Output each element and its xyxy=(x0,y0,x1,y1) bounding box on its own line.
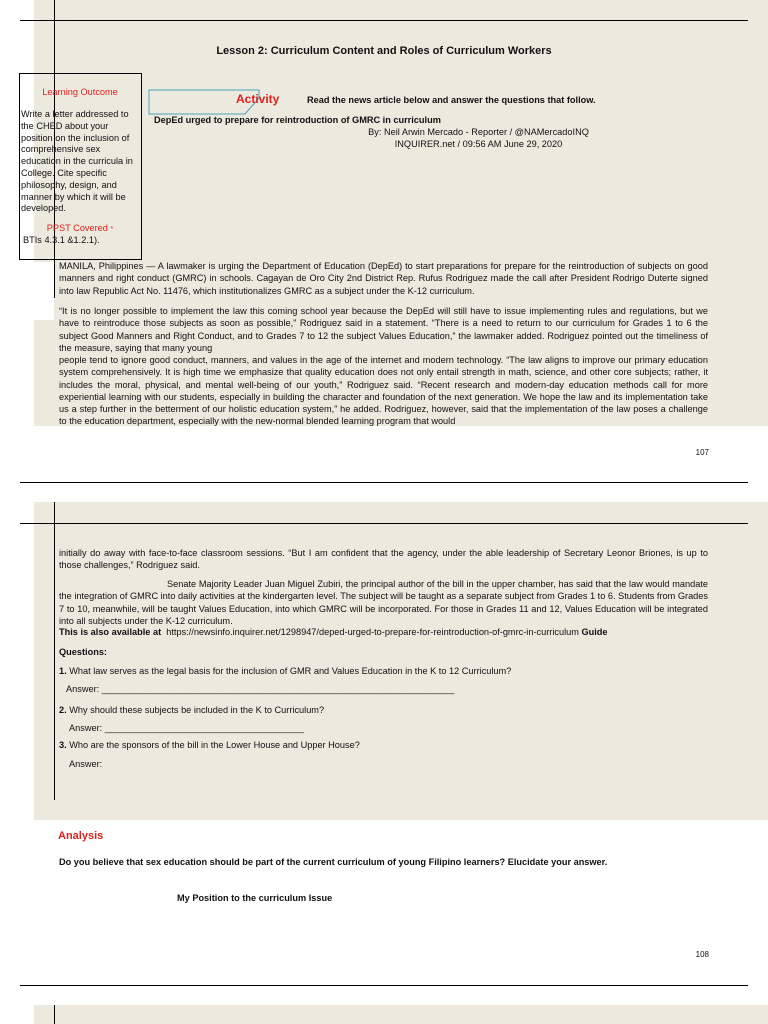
article-paragraph-2b: people tend to ignore good conduct, manners, and values in the age of the internet and modern technology. “The law aligns to improve our primary education system comprehensively. It is high time we emphasize that quality education does not only entail strength in math, science, and other core subjects; rather, it includes the moral, physical, and mental well-being of our youth,” Rodriguez said. “Recent research and modern-day education methods call for more experiential learning with our students, especially in building the character and foundation of the next generation. We hope the law and its implementation take us a step further in the betterment of our holistic education system,” he added. Rodriguez, however, said that the implementation of the law poses a challenge to the education department, especially with the new-normal blended learning program that would xyxy=(59,355,708,427)
question-text: Who are the sponsors of the bill in the Lower House and Upper House? xyxy=(69,740,360,750)
page-number-108: 108 xyxy=(695,950,709,959)
article-paragraph-1: MANILA, Philippines — A lawmaker is urging the Department of Education (DepEd) to start preparations for prepare for the reintroduction of subjects on good manners and right conduct (GMRC) in schools. Cagayan de Oro City 2nd District Rep. Rufus Rodriguez made the call after President Rodrigo Duterte signed into law Republic Act No. 11476, which institutionalizes GMRC as a subject under the K-12 curriculum. xyxy=(59,261,708,296)
page1-bottom-rule xyxy=(20,482,748,483)
activity-instruction: Read the news article below and answer the questions that follow. xyxy=(307,95,596,105)
question-text: Why should these subjects be included in the K to Curriculum? xyxy=(69,705,325,715)
ppst-heading xyxy=(20,223,140,233)
ppst-text: BTIs 4.3.1 &1.2.1). xyxy=(23,235,100,245)
activity-label: Activity xyxy=(236,92,280,106)
article-dateline: INQUIRER.net / 09:56 AM June 29, 2020 xyxy=(394,139,563,149)
questions-heading: Questions: xyxy=(59,647,107,657)
page2-bottom-rule xyxy=(20,985,748,986)
question-number: 3. xyxy=(59,740,67,750)
ppst-heading-label: PPST Covered xyxy=(46,223,108,233)
page1-top-rule xyxy=(20,20,748,21)
answer-line-3[interactable]: Answer: xyxy=(69,759,103,769)
question-2 xyxy=(59,705,324,715)
analysis-question: Do you believe that sex education should be part of the current curriculum of young Filipino learners? Elucidate your answer. xyxy=(59,857,608,867)
page2-left-rule xyxy=(54,502,55,800)
page2-top-rule xyxy=(20,523,748,524)
learning-outcome-text: Write a letter addressed to the CHED about your position on the inclusion of comprehensive sex education in the curricula in College. Cite specific philosophy, design, and manner by which it will be developed. xyxy=(21,109,133,214)
question-number: 2. xyxy=(59,705,67,715)
position-title: My Position to the curriculum Issue xyxy=(177,893,333,903)
article-paragraph-2a: “It is no longer possible to implement the law this coming school year because the DepEd will still have to issue implementing rules and regulations, but we have to reintroduce those subjects as soon as possible,” Rodriguez said in a statement. “There is a need to return to our curriculum for Grades 1 to 6 the subject Good Manners and Right Conduct, and to Grades 7 to 12 the subject Values Education,” the lawmaker added. Rodriguez pointed out the timeliness of the measure, saying that many young xyxy=(59,306,708,353)
article-paragraph-senate: Senate Majority Leader Juan Miguel Zubiri, the principal author of the bill in the upper chamber, has said that the law would mandate the integration of GMRC into daily activities at the kindergarten level. The subject will be taught as a separate subject from Grades 1 to 6. Students from Grades 7 to 10, meanwhile, will be taught Values Education, into which GMRC will be incorporated. For those in Grades 11 and 12, Values Education will be integrated into all subjects under the K-12 curriculum. xyxy=(59,579,708,626)
lesson-title: Lesson 2: Curriculum Content and Roles of Curriculum Workers xyxy=(216,45,552,57)
question-3 xyxy=(59,740,360,750)
question-1 xyxy=(59,666,511,676)
available-at-line xyxy=(59,627,749,637)
article-byline: By: Neil Arwin Mercado - Reporter / @NAMercadoINQ xyxy=(368,127,589,137)
answer-line-1[interactable]: Answer: _____________________________________________________________________ xyxy=(66,684,455,694)
page3-left-rule xyxy=(54,1005,55,1024)
ppst-star: * xyxy=(110,226,114,233)
analysis-heading: Analysis xyxy=(58,830,104,842)
available-url[interactable]: https://newsinfo.inquirer.net/1298947/deped-urged-to-prepare-for-reintroduction-of-gmrc-in-curriculum xyxy=(166,627,579,637)
available-suffix: Guide xyxy=(581,627,608,637)
article-headline: DepEd urged to prepare for reintroduction of GMRC in curriculum xyxy=(154,115,441,125)
article-paragraph-continued: initially do away with face-to-face classroom sessions. “But I am confident that the agency, under the able leadership of Secretary Leonor Briones, is up to those challenges,” Rodriguez said. xyxy=(59,548,708,571)
question-number: 1. xyxy=(59,666,67,676)
page-number-107: 107 xyxy=(695,448,709,457)
page3-band xyxy=(34,1005,768,1024)
question-text: What law serves as the legal basis for the inclusion of GMR and Values Education in the K to 12 Curriculum? xyxy=(69,666,512,676)
answer-line-2[interactable]: Answer: _______________________________________ xyxy=(69,723,305,733)
learning-outcome-heading: Learning Outcome xyxy=(42,87,118,97)
available-prefix: This is also available at xyxy=(59,627,162,637)
